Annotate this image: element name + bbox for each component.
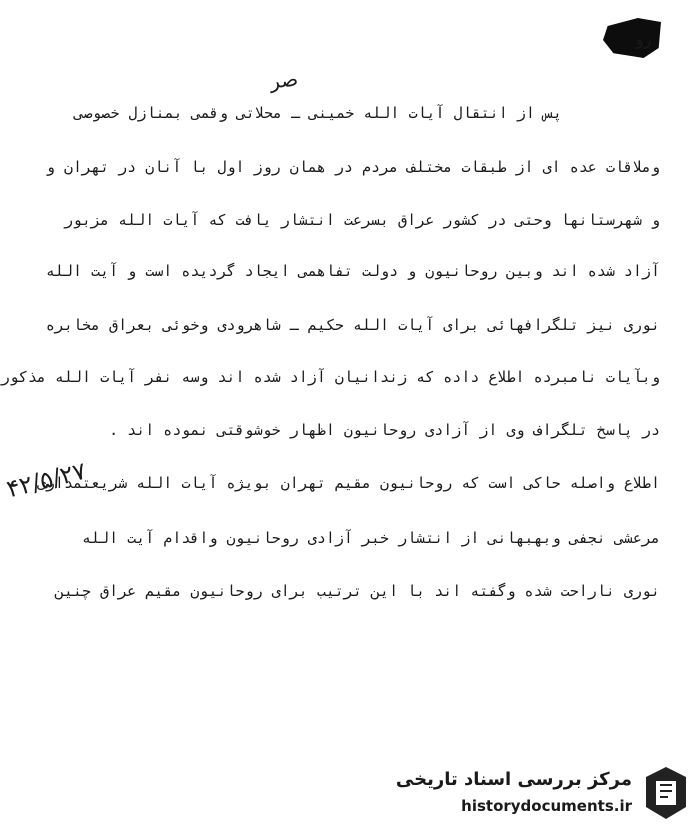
handwritten-heading: صر	[268, 66, 300, 94]
handwritten-date: ۴۲/۵/۲۷	[3, 456, 89, 504]
body-line: اطلاع واصله حاکی است که روحانیون مقیم تهران بویژه آیات الله شریعتمداری	[36, 474, 660, 492]
watermark-title: مرکز بررسی اسناد تاریخی	[395, 769, 632, 790]
watermark-url[interactable]: historydocuments.ir	[461, 797, 632, 815]
body-line: نوری نیز تلگرافهائی برای آیات الله حکیم ـ شاهرودی وخوئی بعراق مخابره	[45, 316, 660, 334]
archive-logo-icon	[642, 765, 690, 821]
body-line: وبآیات نامبرده اطلاع داده که زندانیان آزاد شده اند وسه نفر آیات الله مذکور	[0, 368, 660, 386]
body-line: آزاد شده اند وبین روحانیون و دولت تفاهمی ایجاد گردیده است و آیت الله	[45, 262, 660, 280]
body-line: وملاقات عده ای از طبقات مختلف مردم در همان روز اول با آنان در تهران و	[45, 158, 660, 176]
body-line: نوری ناراحت شده وگفته اند با این ترتیب برای روحانیون مقیم عراق چنین	[54, 582, 660, 600]
redaction-mark	[603, 18, 661, 58]
body-line: مرعشی نجفی وبهبهانی از انتشار خبر آزادی روحانیون واقدام آیت الله	[82, 529, 660, 547]
body-line: در پاسخ تلگراف وی از آزادی روحانیون اظهار خوشوقتی نموده اند .	[109, 421, 660, 439]
body-line: و شهرستانها وحتی در کشور عراق بسرعت انتشار یافت که آیات الله مزبور	[63, 211, 660, 229]
archive-watermark	[390, 763, 690, 823]
body-line: پس از انتقال آیات الله خمینی ـ محلاتی وقمی بمنازل خصوصی	[74, 104, 562, 122]
corner-label: رو	[636, 30, 652, 49]
